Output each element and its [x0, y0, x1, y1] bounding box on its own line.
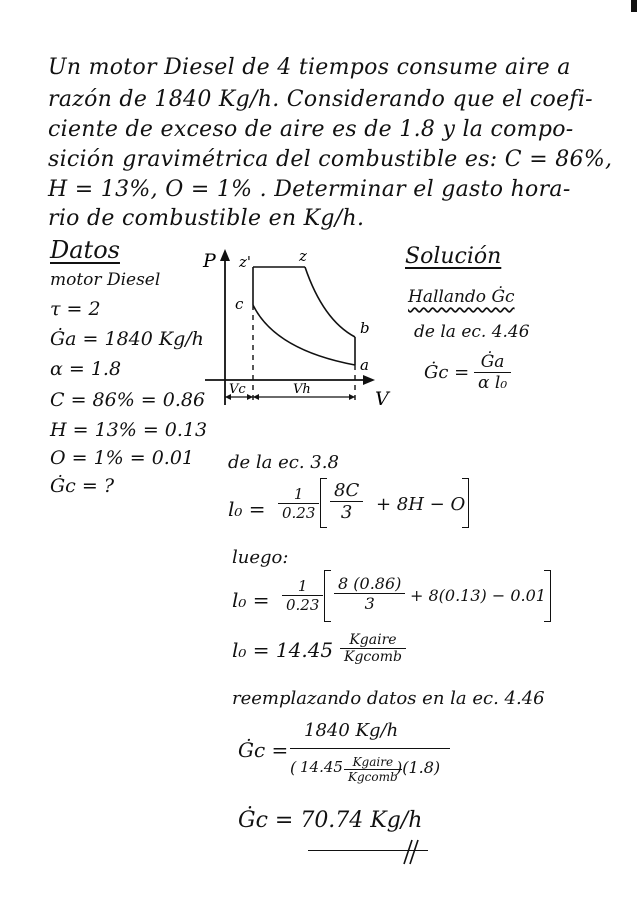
problem-line-1: Un motor Diesel de 4 tiempos consume aire a [48, 55, 571, 80]
gc-calc-den-open: ( [290, 758, 297, 777]
lo-result-unit [340, 632, 406, 665]
vc-label: Vc [229, 382, 246, 397]
problem-line-3: ciente de exceso de aire es de 1.8 y la compo- [48, 117, 574, 142]
lo-frac-numerator: 8C [330, 480, 363, 502]
vh-label: Vh [293, 382, 311, 397]
gc-formula-lhs: Ġc = [424, 362, 470, 383]
point-label-z-prime: z' [239, 253, 252, 271]
luego-rest: + 8(0.13) − 0.01 [410, 586, 546, 605]
point-label-a: a [360, 356, 369, 374]
lo-formula-coefficient [278, 485, 319, 522]
problem-line-4: sición gravimétrica del combustible es: C = 86%, [48, 147, 613, 172]
point-label-b: b [360, 319, 370, 337]
datos-item-4: α = 1.8 [50, 358, 122, 380]
problem-line-5: H = 13%, O = 1% . Determinar el gasto hora- [48, 177, 571, 202]
gc-calc-den-tail: )(1.8) [396, 758, 441, 777]
luego-frac-denominator: 3 [364, 594, 375, 613]
scan-corner-mark [631, 0, 637, 12]
point-label-c: c [235, 295, 244, 313]
datos-item-3: Ġa = 1840 Kg/h [50, 328, 204, 350]
problem-line-2: razón de 1840 Kg/h. Considerando que el coefi- [48, 87, 593, 112]
datos-item-5: C = 86% = 0.86 [50, 389, 206, 411]
gc-calc-lhs: Ġc = [238, 738, 289, 762]
datos-item-1: motor Diesel [50, 270, 161, 290]
luego-bracket-right [544, 570, 551, 622]
lo-result-value: l₀ = 14.45 [232, 638, 334, 662]
luego-lhs: l₀ = [232, 588, 270, 612]
datos-item-6: H = 13% = 0.13 [50, 419, 208, 441]
gc-den-unit-denominator: Kgcomb [348, 770, 398, 784]
cycle-expansion-curve [305, 267, 355, 337]
hallando-label: Hallando Ġc [408, 287, 515, 307]
reemplazando-label: reemplazando datos en la ec. 4.46 [232, 688, 545, 709]
lo-bracket-left [320, 478, 327, 528]
datos-item-8: Ġc = ? [50, 475, 115, 497]
gc-calc-numerator: 1840 Kg/h [304, 720, 399, 741]
luego-label: luego: [232, 547, 289, 568]
luego-coefficient [282, 577, 323, 614]
lo-coef-denominator: 0.23 [282, 504, 316, 522]
dim-arrow-right-icon [349, 394, 355, 400]
ecuacion-ref-446: de la ec. 4.46 [414, 322, 530, 342]
luego-bracket-left [324, 570, 331, 622]
gc-calc-fraction-bar [290, 748, 450, 749]
lo-formula-lhs: l₀ = [228, 497, 266, 521]
dim-arrow-mid-right-icon [253, 394, 259, 400]
v-axis-label: V [375, 388, 389, 410]
gc-formula-numerator: Ġa [474, 352, 511, 373]
p-axis-label: P [203, 250, 216, 272]
solucion-title: Solución [405, 244, 502, 269]
v-axis-arrow-icon [363, 375, 375, 385]
lo-coef-numerator: 1 [278, 485, 319, 504]
luego-coef-numerator: 1 [282, 577, 323, 596]
gc-calc-den-unit [344, 755, 402, 784]
dim-arrow-mid-left-icon [247, 394, 253, 400]
luego-frac-numerator: 8 (0.86) [334, 574, 405, 594]
gc-formula-denominator: α l₀ [478, 373, 508, 393]
lo-bracket-right [462, 478, 469, 528]
result-double-slash-icon [398, 838, 422, 866]
problem-line-6: rio de combustible en Kg/h. [48, 206, 365, 231]
lo-unit-numerator: Kgaire [340, 632, 406, 649]
point-label-z: z [299, 247, 307, 265]
gc-calc-den-value: 14.45 [300, 758, 343, 776]
lo-formula-fraction [330, 480, 363, 523]
gc-formula-fraction [474, 352, 511, 393]
pv-diagram [195, 245, 400, 420]
luego-coef-denominator: 0.23 [286, 596, 320, 614]
datos-title: Datos [50, 236, 120, 264]
gc-result: Ġc = 70.74 Kg/h [238, 808, 423, 833]
gc-den-unit-numerator: Kgaire [344, 755, 402, 770]
luego-fraction [334, 574, 405, 613]
p-axis-arrow-icon [220, 249, 230, 261]
lo-unit-denominator: Kgcomb [344, 649, 402, 665]
ecuacion-ref-38: de la ec. 3.8 [228, 452, 339, 473]
lo-frac-denominator: 3 [340, 502, 353, 523]
lo-formula-rest: + 8H − O [376, 494, 466, 515]
datos-item-7: O = 1% = 0.01 [50, 447, 195, 469]
datos-item-2: τ = 2 [50, 298, 101, 320]
cycle-compression-curve [253, 305, 355, 365]
